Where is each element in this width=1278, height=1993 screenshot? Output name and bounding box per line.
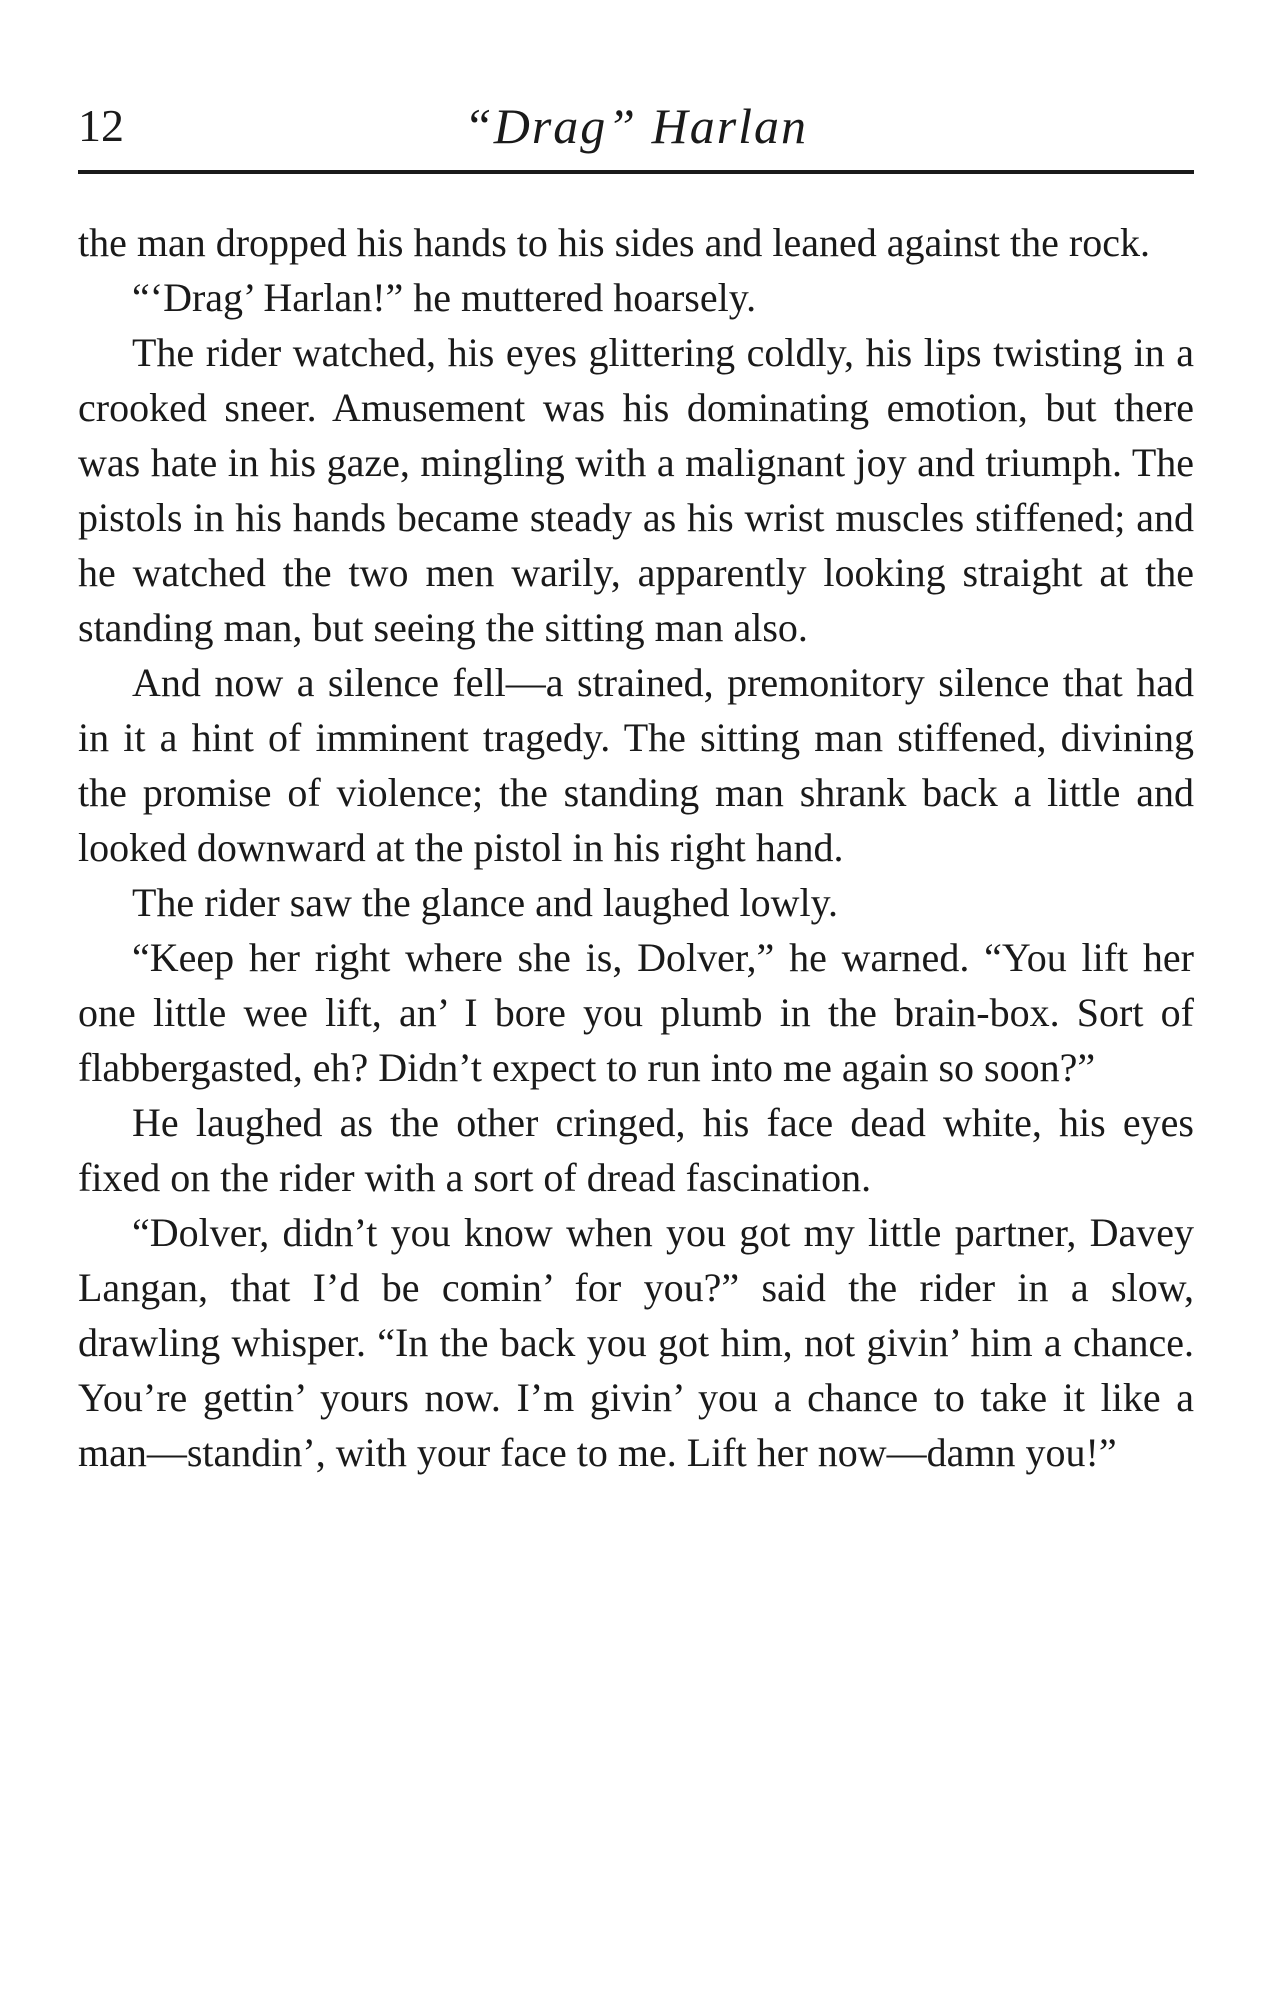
paragraph: And now a silence fell—a strained, premonitory silence that had in it a hint of imminent tragedy. The sitting man stiffened, divining the promise of violence; the standing man shrank back a little and looked downward at the pistol in his right hand. [78,660,1194,870]
paragraph: The rider saw the glance and laughed lowly. [132,880,839,925]
paragraph: “‘Drag’ Harlan!” he muttered hoarsely. [132,275,757,320]
running-head [78,96,1194,166]
paragraph: “Keep her right where she is, Dolver,” he warned. “You lift her one little wee lift, an’ I bore you plumb in the brain-box. Sort of flabbergasted, eh? Didn’t expect to run into me again so soon?” [78,935,1194,1090]
page-number: 12 [78,100,124,151]
body-text [78,215,1194,1480]
header-rule [78,170,1194,174]
paragraph: “Dolver, didn’t you know when you got my little partner, Davey Langan, that I’d be comin’ for you?” said the rider in a slow, drawling whisper. “In the back you got him, not givin’ him a chance. You’re gettin’ yours now. I’m givin’ you a chance to take it like a man—standin’, with your face to me. Lift her now—damn you!” [78,1210,1194,1475]
paragraph: He laughed as the other cringed, his face dead white, his eyes fixed on the rider with a sort of dread fascination. [78,1100,1194,1200]
paragraph: The rider watched, his eyes glittering coldly, his lips twisting in a crooked sneer. Amusement was his dominating emotion, but there was hate in his gaze, mingling with a malignant joy and triumph. The pistols in his hands became steady as his wrist muscles stiffened; and he watched the two men warily, apparently looking straight at the standing man, but seeing the sitting man also. [78,330,1194,650]
running-title: “Drag” Harlan [463,98,809,154]
paragraph-continued: the man dropped his hands to his sides and leaned against the rock. [78,220,1150,265]
